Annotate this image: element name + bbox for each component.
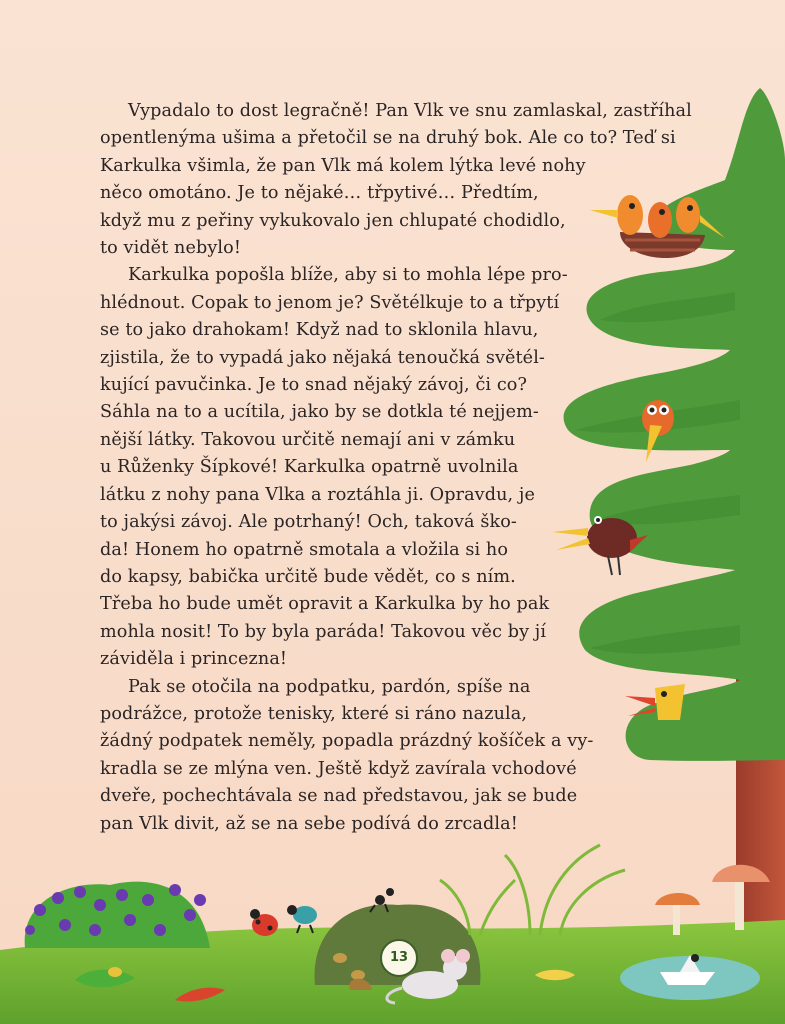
text-line: podrážce, protože tenisky, které si ráno nazula,: [100, 703, 528, 724]
text-line: se to jako drahokam! Když nad to sklonila hlavu,: [100, 320, 539, 341]
text-line: když mu z peřiny vykukovalo jen chlupaté chodidlo,: [100, 210, 566, 231]
text-line: opentlenýma ušima a přetočil se na druhý bok. Ale co to? Teď si: [100, 128, 676, 149]
text-line: u Růženky Šípkové! Karkulka opatrně uvolnila: [100, 457, 519, 478]
text-line: zjistila, že to vypadá jako nějaká tenoučká světél-: [100, 347, 545, 368]
text-line: dveře, pochechtávala se nad představou, jak se bude: [100, 786, 578, 807]
text-line: do kapsy, babička určitě bude vědět, co s ním.: [100, 566, 516, 587]
text-line: Vypadalo to dost legračně! Pan Vlk ve snu zamlaskal, zastříhal: [128, 101, 692, 121]
page-number: 13: [380, 939, 418, 977]
text-line: žádný podpatek neměly, popadla prázdný košíček a vy-: [100, 731, 594, 752]
text-line: Sáhla na to a ucítila, jako by se dotkla té nejjem-: [100, 402, 539, 423]
berry-bush-icon: [25, 882, 210, 948]
text-line: mohla nosit! To by byla paráda! Takovou věc by jí: [100, 621, 547, 642]
text-line: nější látky. Takovou určitě nemají ani v zámku: [100, 429, 516, 450]
text-line: záviděla i princezna!: [100, 649, 288, 670]
text-line: to vidět nebylo!: [100, 238, 241, 259]
text-line: Karkulka popošla blíže, aby si to mohla lépe pro-: [128, 265, 568, 286]
story-text: [100, 98, 692, 838]
text-line: Pak se otočila na podpatku, pardón, spíše na: [128, 676, 531, 697]
text-line: Třeba ho bude umět opravit a Karkulka by ho pak: [100, 594, 550, 615]
text-line: to jakýsi závoj. Ale potrhaný! Och, taková ško-: [100, 512, 517, 533]
text-line: látku z nohy pana Vlka a roztáhla ji. Opravdu, je: [100, 484, 535, 505]
fern-icon: [440, 845, 625, 935]
text-line: Karkulka všimla, že pan Vlk má kolem lýtka levé nohy: [100, 155, 586, 176]
text-line: da! Honem ho opatrně smotala a vložila si ho: [100, 539, 509, 560]
text-line: kradla se ze mlýna ven. Ještě když zavírala vchodové: [100, 758, 577, 779]
text-line: pan Vlk divit, až se na sebe podívá do zrcadla!: [100, 813, 518, 834]
text-line: hlédnout. Copak to jenom je? Světélkuje to a třpytí: [100, 292, 560, 313]
text-line: něco omotáno. Je to nějaké… třpytivé… Předtím,: [100, 183, 539, 204]
text-line: kující pavučinka. Je to snad nějaký závoj, či co?: [100, 375, 527, 396]
